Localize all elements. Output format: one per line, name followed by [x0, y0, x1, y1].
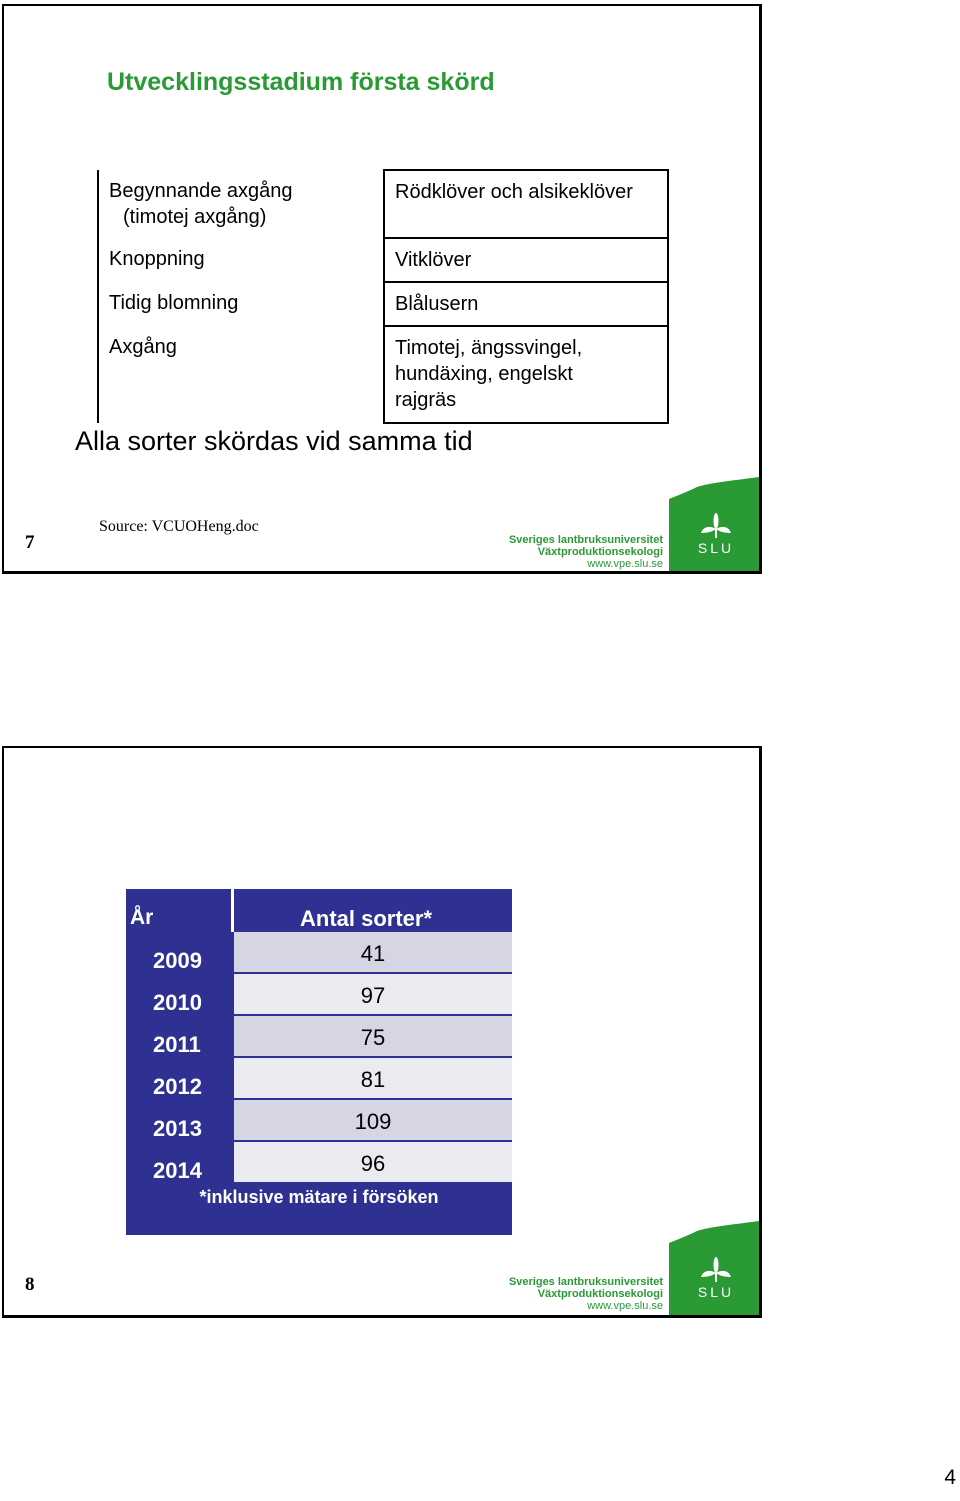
year-value: 2011 [153, 1032, 201, 1057]
crop-label: rajgräs [395, 389, 457, 411]
count-value: 109 [354, 1109, 392, 1134]
table-row [126, 1016, 512, 1056]
header-year: År [130, 906, 154, 929]
org-dept: Växtproduktionsekologi [537, 1288, 663, 1300]
logo-text: SLU [697, 1284, 735, 1300]
stage-sublabel: (timotej axgång) [123, 206, 267, 228]
stage-cell [98, 238, 384, 282]
stage-cell [98, 282, 384, 326]
org-url: www.vpe.slu.se [587, 558, 663, 570]
org-url: www.vpe.slu.se [587, 1300, 663, 1312]
crop-cell [384, 326, 668, 423]
year-cell [126, 932, 231, 972]
count-value: 96 [360, 1151, 386, 1176]
count-value: 97 [360, 983, 386, 1008]
table-row [98, 238, 668, 282]
slide-8 [2, 746, 762, 1318]
table-row [126, 1142, 512, 1182]
count-value: 75 [360, 1025, 386, 1050]
crop-cell [384, 170, 668, 238]
year-value: 2010 [153, 990, 202, 1015]
year-value: 2014 [153, 1158, 202, 1183]
stage-label: Begynnande axgång [109, 180, 293, 202]
org-block [499, 534, 663, 570]
development-stage-table [97, 169, 669, 424]
crop-cell [384, 238, 668, 282]
year-value: 2009 [153, 948, 202, 973]
header-count: Antal sorter* [300, 906, 433, 931]
stage-label: Tidig blomning [109, 292, 239, 314]
crop-label: Rödklöver och alsikeklöver [395, 181, 633, 203]
table-header [126, 889, 512, 932]
table-row [126, 1058, 512, 1098]
stage-label: Axgång [109, 336, 177, 358]
year-value: 2012 [153, 1074, 202, 1099]
count-value: 81 [360, 1067, 386, 1092]
crop-label: Vitklöver [395, 249, 472, 271]
count-cell [234, 1142, 512, 1182]
table-row [98, 282, 668, 326]
count-value: 41 [360, 941, 386, 966]
crop-label: hundäxing, engelskt [395, 363, 573, 385]
harvest-note: Alla sorter skördas vid samma tid [75, 426, 473, 456]
variety-count-table [126, 889, 512, 1235]
stage-cell [98, 326, 384, 423]
page-number: 7 [25, 532, 35, 553]
org-name: Sveriges lantbruksuniversitet [508, 1276, 663, 1288]
sheet-page-number: 4 [944, 1466, 956, 1489]
crop-cell [384, 282, 668, 326]
table-row [126, 932, 512, 972]
table-footnote: *inklusive mätare i försöken [199, 1187, 439, 1207]
org-block [499, 1276, 663, 1312]
stage-cell [98, 170, 384, 238]
org-name: Sveriges lantbruksuniversitet [508, 534, 663, 546]
count-cell [234, 932, 512, 972]
count-cell [234, 974, 512, 1014]
crop-label: Blålusern [395, 293, 479, 315]
year-value: 2013 [153, 1116, 202, 1141]
slu-logo-icon [669, 477, 759, 571]
crop-label: Timotej, ängssvingel, [395, 337, 583, 359]
year-cell [126, 974, 231, 1014]
year-cell [126, 1016, 231, 1056]
logo-text: SLU [697, 540, 735, 556]
table-row [98, 170, 668, 238]
page-number: 8 [25, 1274, 35, 1295]
source-text: Source: VCUOHeng.doc [99, 518, 259, 535]
table-row [126, 1100, 512, 1140]
slide-7 [2, 4, 762, 574]
slide-title: Utvecklingsstadium första skörd [107, 68, 495, 96]
slu-logo-icon [669, 1221, 759, 1315]
count-cell [234, 1016, 512, 1056]
year-cell [126, 1058, 231, 1098]
year-cell [126, 1142, 231, 1182]
count-cell [234, 1100, 512, 1140]
stage-label: Knoppning [109, 248, 205, 270]
table-row [98, 326, 668, 423]
count-cell [234, 1058, 512, 1098]
table-row [126, 974, 512, 1014]
org-dept: Växtproduktionsekologi [537, 546, 663, 558]
header-divider [231, 889, 234, 932]
year-cell [126, 1100, 231, 1140]
